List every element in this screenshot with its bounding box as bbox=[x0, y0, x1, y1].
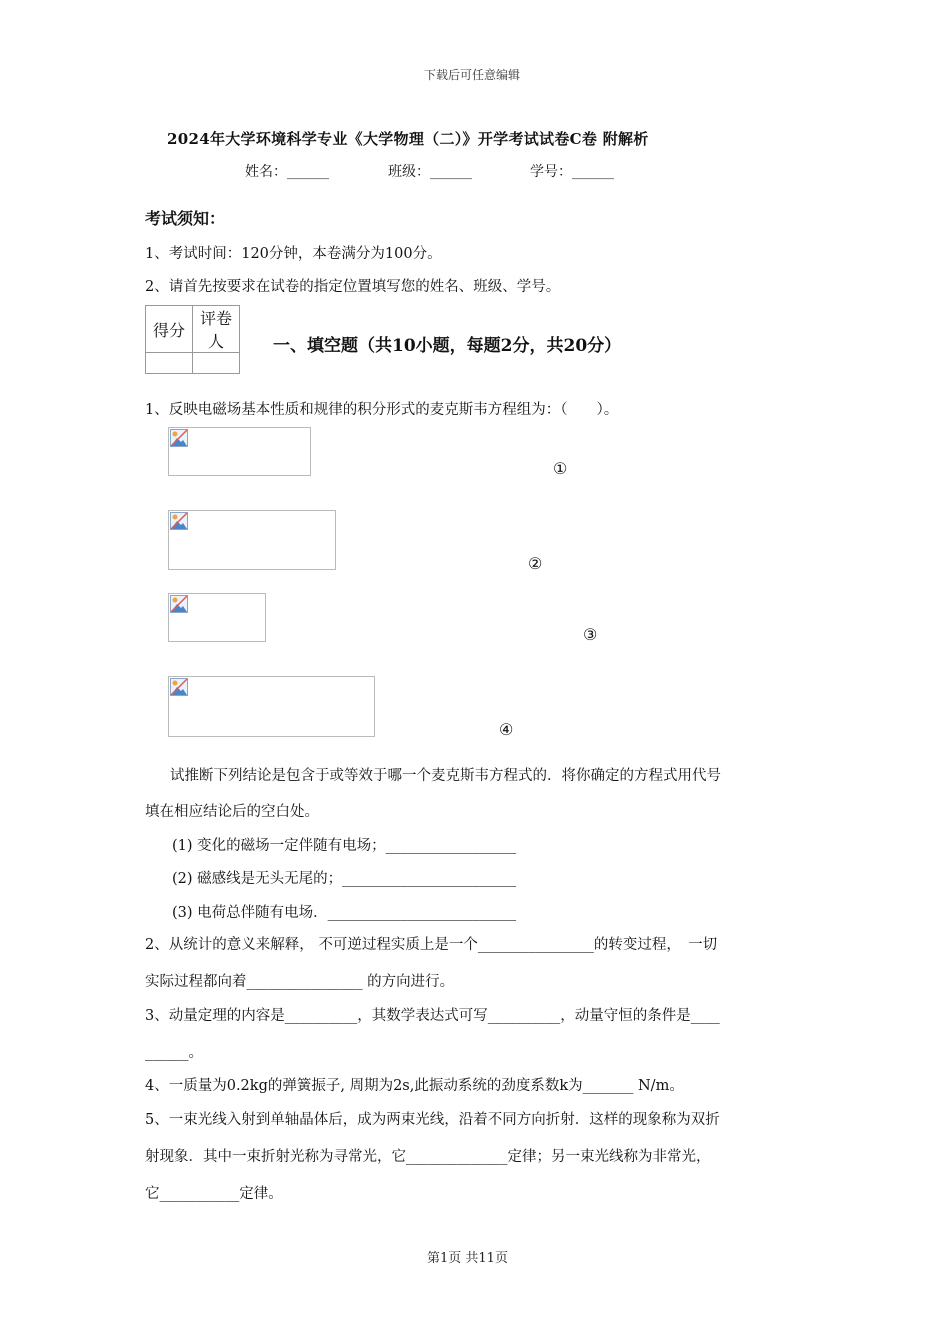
q1-instruction-line2: 填在相应结论后的空白处。 bbox=[145, 804, 319, 820]
q1-sub-1: (1) 变化的磁场一定伴随有电场；__________________ bbox=[172, 838, 517, 854]
equation-label-4: ④ bbox=[499, 720, 514, 739]
notice-item-2: 2、请首先按要求在试卷的指定位置填写您的姓名、班级、学号。 bbox=[145, 279, 561, 295]
score-cell bbox=[146, 353, 193, 374]
grader-header: 评卷人 bbox=[193, 306, 240, 353]
equation-image-3 bbox=[168, 593, 266, 642]
name-field: 姓名：______ bbox=[245, 164, 329, 180]
question-1-text: 1、反映电磁场基本性质和规律的积分形式的麦克斯韦方程组为：（ ）。 bbox=[145, 402, 619, 418]
section-title: 一、填空题（共10小题，每题2分，共20分） bbox=[273, 336, 622, 356]
q3-line2: ______。 bbox=[145, 1045, 203, 1061]
class-field: 班级：______ bbox=[388, 164, 472, 180]
q1-instruction-line1: 试推断下列结论是包含于或等效于哪一个麦克斯韦方程式的．将你确定的方程式用代号 bbox=[170, 768, 721, 784]
q5-line1: 5、一束光线入射到单轴晶体后，成为两束光线，沿着不同方向折射．这样的现象称为双折 bbox=[145, 1112, 720, 1128]
equation-label-2: ② bbox=[528, 554, 543, 573]
equation-image-2 bbox=[168, 510, 336, 570]
notice-heading: 考试须知： bbox=[145, 209, 226, 228]
broken-image-icon bbox=[170, 678, 188, 696]
equation-image-1 bbox=[168, 427, 311, 476]
student-id-field: 学号：______ bbox=[530, 164, 614, 180]
score-header: 得分 bbox=[146, 306, 193, 353]
q1-sub-2: (2) 磁感线是无头无尾的；________________________ bbox=[172, 871, 517, 887]
q5-line3: 它___________定律。 bbox=[145, 1186, 283, 1202]
broken-image-icon bbox=[170, 429, 188, 447]
equation-label-1: ① bbox=[553, 459, 568, 478]
equation-image-4 bbox=[168, 676, 375, 737]
page-footer: 第1页 共11页 bbox=[427, 1251, 508, 1266]
q5-line2: 射现象．其中一束折射光称为寻常光，它______________定律；另一束光线称为非常光， bbox=[145, 1149, 711, 1165]
score-table bbox=[145, 305, 240, 374]
exam-title: 2024年大学环境科学专业《大学物理（二）》开学考试试卷C卷 附解析 bbox=[167, 130, 649, 148]
broken-image-icon bbox=[170, 512, 188, 530]
equation-label-3: ③ bbox=[583, 625, 598, 644]
q2-line1: 2、从统计的意义来解释， 不可逆过程实质上是一个________________的转变过程， 一切 bbox=[145, 937, 718, 953]
broken-image-icon bbox=[170, 595, 188, 613]
notice-item-1: 1、考试时间：120分钟，本卷满分为100分。 bbox=[145, 246, 442, 262]
q3-line1: 3、动量定理的内容是__________，其数学表达式可写__________，动量守恒的条件是____ bbox=[145, 1008, 720, 1024]
header-note: 下载后可任意编辑 bbox=[424, 68, 521, 82]
grader-cell bbox=[193, 353, 240, 374]
q4-line1: 4、一质量为0.2kg的弹簧振子, 周期为2s,此振动系统的劲度系数k为_______ N/m。 bbox=[145, 1078, 684, 1094]
q2-line2: 实际过程都向着________________ 的方向进行。 bbox=[145, 974, 455, 990]
q1-sub-3: (3) 电荷总伴随有电场．__________________________ bbox=[172, 905, 517, 921]
